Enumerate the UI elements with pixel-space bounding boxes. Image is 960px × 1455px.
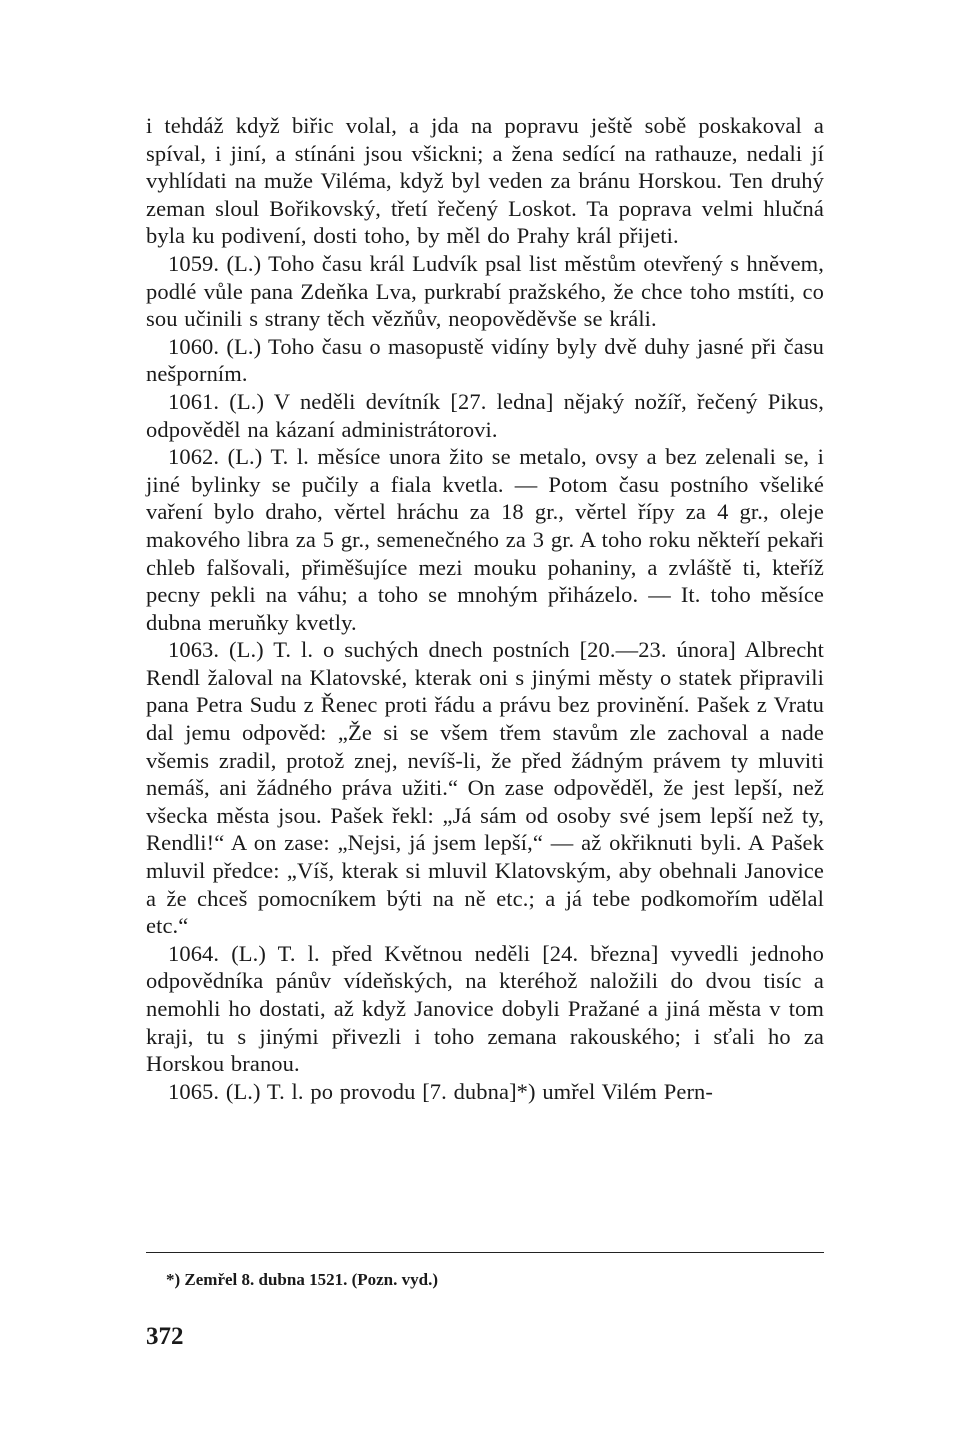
entry-1062: 1062. (L.) T. l. měsíce unora žito se metalo, ovsy a bez zelenali se, i jiné bylinky se pučily a fiala kvetla. — Potom času postního všeliké vaření bylo draho, věrtel hráchu za 18 gr., věrtel řípy za 4 gr., oleje makového libra za 5 gr., semenečného za 3 gr. A toho roku někteří pekaři chleb falšovali, přiměšujíce mezi mouku pohaniny, a zvláště ti, kteříž pecny pekli na váhu; a toho se mnohým přiházelo. — It. toho měsíce dubna meruňky kvetly. (146, 444, 824, 635)
entry-1065: 1065. (L.) T. l. po provodu [7. dubna]*) umřel Vilém Pern- (168, 1078, 713, 1104)
page-number: 372 (146, 1323, 184, 1350)
paragraph-continuation: i tehdáž když biřic volal, a jda na popravu ještě sobě poskakoval a spíval, i jiní, a stínáni jsou všickni; a žena sedící na rathauze, nedali jí vyhlídati na muže Viléma, když byl veden za bránu Horskou. Ten druhý zeman sloul Bořikovský, třetí řečený Loskot. Ta poprava velmi hlučná byla ku podivení, dosti toho, by měl do Prahy král přijeti. (146, 113, 824, 249)
entry-1064: 1064. (L.) T. l. před Květnou neděli [24. března] vyvedli jednoho odpovědníka pánův vídeňských, na kteréhož naložili do dvou tisíc a nemohli ho dostati, až když Janovice dobyli Pražané a jiná města v tom kraji, tu s jinými přivezli i toho zemana rakouského; i sťali ho za Horskou branou. (146, 940, 824, 1077)
entry-1060: 1060. (L.) Toho času o masopustě vidíny byly dvě duhy jasné při času nešporním. (146, 333, 824, 387)
entry-1061: 1061. (L.) V neděli devítník [27. ledna] nějaký nožíř, řečený Pikus, odpověděl na kázaní administrátorovi. (146, 388, 824, 442)
page-body (146, 112, 824, 1105)
footnote-divider (146, 1252, 824, 1253)
entry-1063: 1063. (L.) T. l. o suchých dnech postních [20.—23. února] Albrecht Rendl žaloval na Klatovské, kterak oni s jinými městy o statek připravili pana Petra Sudu z Řenec proti řádu a právu bez provinění. Pašek z Vratu dal jemu odpověd: „Že si se všem třem stavům zle zachoval a nade všemis zradil, protož znej, nevíš-li, že před žádným právem ty mluviti nemáš, ani žádného práva užiti.“ On zase odpověděl, že jest lepší, než všecka města jsou. Pašek řekl: „Já sám od osoby své jsem lepší než ty, Rendli!“ A on zase: „Nejsi, já jsem lepší,“ — až okřiknuti byli. A Pašek mluvil předce: „Víš, kterak si mluvil Klatovským, aby obehnali Janovice a že chceš pomocníkem býti na ně etc.; a já tebe podkomořím udělal etc.“ (146, 637, 824, 939)
footnote: *) Zemřel 8. dubna 1521. (Pozn. vyd.) (166, 1270, 438, 1289)
entry-1059: 1059. (L.) Toho času král Ludvík psal list městům otevřený s hněvem, podlé vůle pana Zdeňka Lva, purkrabí pražského, že chce toho mstíti, co sou učinili s strany těch vězňův, neopověděvše se králi. (146, 250, 824, 332)
